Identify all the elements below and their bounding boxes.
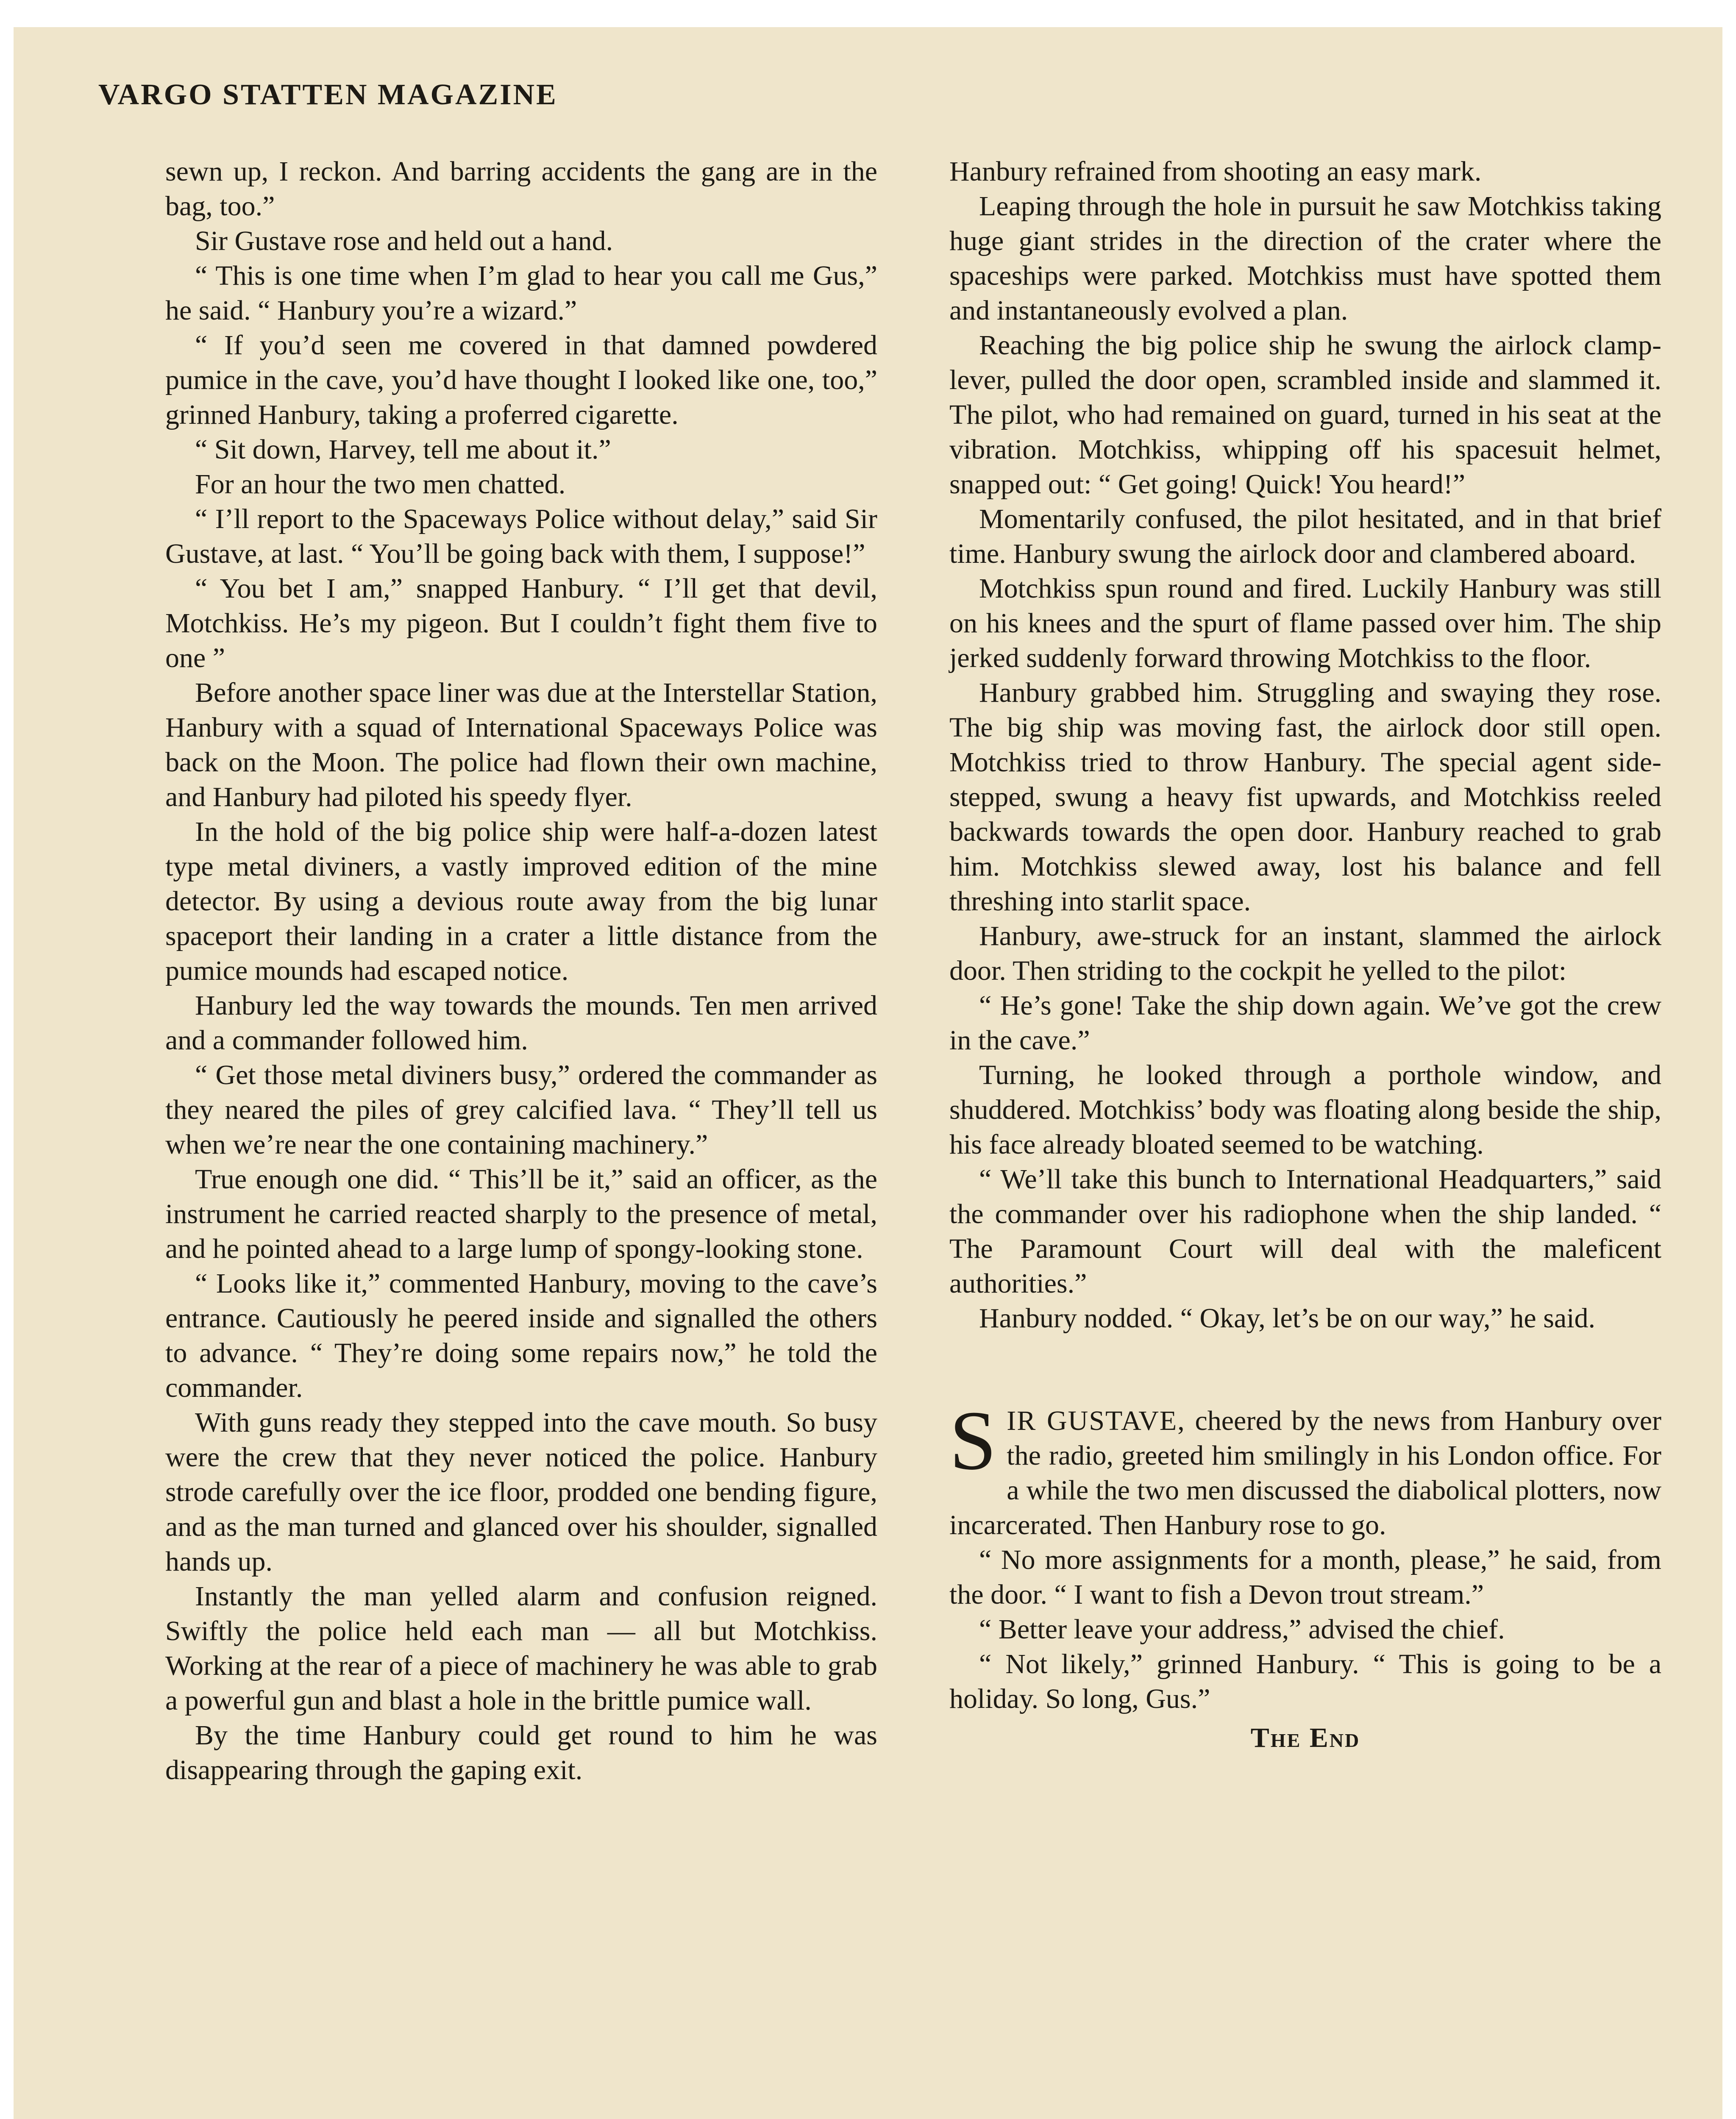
paragraph: Sir Gustave rose and held out a hand. xyxy=(195,225,613,256)
epilogue-opening-paragraph xyxy=(949,1394,1661,1543)
paragraph: Leaping through the hole in pursuit he saw Motchkiss taking huge giant strides in the direction of the crater where the spaceships were parked. Motchkiss must have spotted them and instantaneously evolved a plan. xyxy=(949,191,1661,326)
paragraph: “ Not likely,” grinned Hanbury. “ This is going to be a holiday. So long, Gus.” xyxy=(949,1649,1661,1714)
paragraph: Momentarily confused, the pilot hesitated, and in that brief time. Hanbury swung the airlock door and clambered aboard. xyxy=(949,503,1661,569)
paragraph: With guns ready they stepped into the cave mouth. So busy were the crew that they never noticed the police. Hanbury strode carefully over the ice floor, prodded one bending figure, and as the man turned and glanced over his shoulder, signalled hands up. xyxy=(165,1407,877,1577)
paragraph: “ Better leave your address,” advised the chief. xyxy=(979,1614,1505,1645)
left-column xyxy=(165,154,877,1788)
paragraph: “ Looks like it,” commented Hanbury, moving to the cave’s entrance. Cautiously he peered inside and signalled the others to advance. “ They’re doing some repairs now,” he told the commander. xyxy=(165,1268,877,1403)
paragraph: Instantly the man yelled alarm and confusion reigned. Swiftly the police held each man — all but Motchkiss. Working at the rear of a piece of machinery he was able to grab a powerful gun and blast a hole in the brittle pumice wall. xyxy=(165,1581,877,1716)
paragraph: “ Sit down, Harvey, tell me about it.” xyxy=(195,434,611,465)
paragraph: Reaching the big police ship he swung the airlock clamp-lever, pulled the door open, scrambled inside and slammed it. The pilot, who had remained on guard, turned in his seat at the vibration. Motchkiss, whipping off his spacesuit helmet, snapped out: “ Get going! Quick! You heard!” xyxy=(949,330,1661,500)
paragraph: By the time Hanbury could get round to him he was disappearing through the gaping exit. xyxy=(165,1720,877,1785)
right-column xyxy=(949,154,1661,1755)
paragraph: For an hour the two men chatted. xyxy=(195,469,566,500)
paragraph: “ He’s gone! Take the ship down again. We’ve got the crew in the cave.” xyxy=(949,990,1661,1056)
paragraph: Hanbury grabbed him. Struggling and swaying they rose. The big ship was moving fast, the airlock door still open. Motchkiss tried to throw Hanbury. The special agent side-stepped, swung a heavy fist upwards, and Motchkiss reeled backwards towards the open door. Hanbury reached to grab him. Motchkiss slewed away, lost his balance and fell threshing into starlit space. xyxy=(949,677,1661,917)
paragraph: Before another space liner was due at the Interstellar Station, Hanbury with a squad of International Spaceways Police was back on the Moon. The police had flown their own machine, and Hanbury had piloted his speedy flyer. xyxy=(165,677,877,812)
paragraph: sewn up, I reckon. And barring accidents the gang are in the bag, too.” xyxy=(165,156,877,222)
paragraph: In the hold of the big police ship were half-a-dozen latest type metal diviners, a vastly improved edition of the mine detector. By using a devious route away from the big lunar spaceport their landing in a crater a little distance from the pumice mounds had escaped notice. xyxy=(165,816,877,986)
paragraph: Motchkiss spun round and fired. Luckily Hanbury was still on his knees and the spurt of flame passed over him. The ship jerked suddenly forward throwing Motchkiss to the floor. xyxy=(949,573,1661,673)
paragraph: Hanbury refrained from shooting an easy mark. xyxy=(949,156,1482,187)
magazine-page xyxy=(14,27,1722,2119)
epilogue-text: cheered by the news from Hanbury over the radio, greeted him smilingly in his London office. For a while the two men discussed the diabolical plotters, now incarcerated. Then Hanbury rose to go. xyxy=(949,1405,1661,1541)
the-end-label: The End xyxy=(1250,1722,1360,1753)
paragraph: “ You bet I am,” snapped Hanbury. “ I’ll get that devil, Motchkiss. He’s my pigeon. But I couldn’t fight them five to one ” xyxy=(165,573,877,673)
paragraph: “ We’ll take this bunch to International Headquarters,” said the commander over his radiophone when the ship landed. “ The Paramount Court will deal with the maleficent authorities.” xyxy=(949,1164,1661,1299)
paragraph: “ Get those metal diviners busy,” ordered the commander as they neared the piles of grey calcified lava. “ They’ll tell us when we’re near the one containing machinery.” xyxy=(165,1060,877,1160)
paragraph: “ No more assignments for a month, please,” he said, from the door. “ I want to fish a Devon trout stream.” xyxy=(949,1544,1661,1610)
paragraph: “ I’ll report to the Spaceways Police without delay,” said Sir Gustave, at last. “ You’ll be going back with them, I suppose!” xyxy=(165,503,877,569)
paragraph: Hanbury nodded. “ Okay, let’s be on our way,” he said. xyxy=(979,1303,1596,1334)
paragraph: “ If you’d seen me covered in that damned powdered pumice in the cave, you’d have thought I looked like one, too,” grinned Hanbury, taking a proferred cigarette. xyxy=(165,330,877,430)
paragraph: Hanbury led the way towards the mounds. Ten men arrived and a commander followed him. xyxy=(165,990,877,1056)
paragraph: Turning, he looked through a porthole window, and shuddered. Motchkiss’ body was floating along beside the ship, his face already bloated seemed to be watching. xyxy=(949,1060,1661,1160)
paragraph: Hanbury, awe-struck for an instant, slammed the airlock door. Then striding to the cockpit he yelled to the pilot: xyxy=(949,920,1661,986)
paragraph: “ This is one time when I’m glad to hear you call me Gus,” he said. “ Hanbury you’re a wizard.” xyxy=(165,260,877,326)
lead-in-caps: IR GUSTAVE, xyxy=(1007,1405,1185,1436)
paragraph: True enough one did. “ This’ll be it,” said an officer, as the instrument he carried reacted sharply to the presence of metal, and he pointed ahead to a large lump of spongy-looking stone. xyxy=(165,1164,877,1264)
running-head: VARGO STATTEN MAGAZINE xyxy=(98,78,558,111)
drop-cap: S xyxy=(949,1394,997,1488)
